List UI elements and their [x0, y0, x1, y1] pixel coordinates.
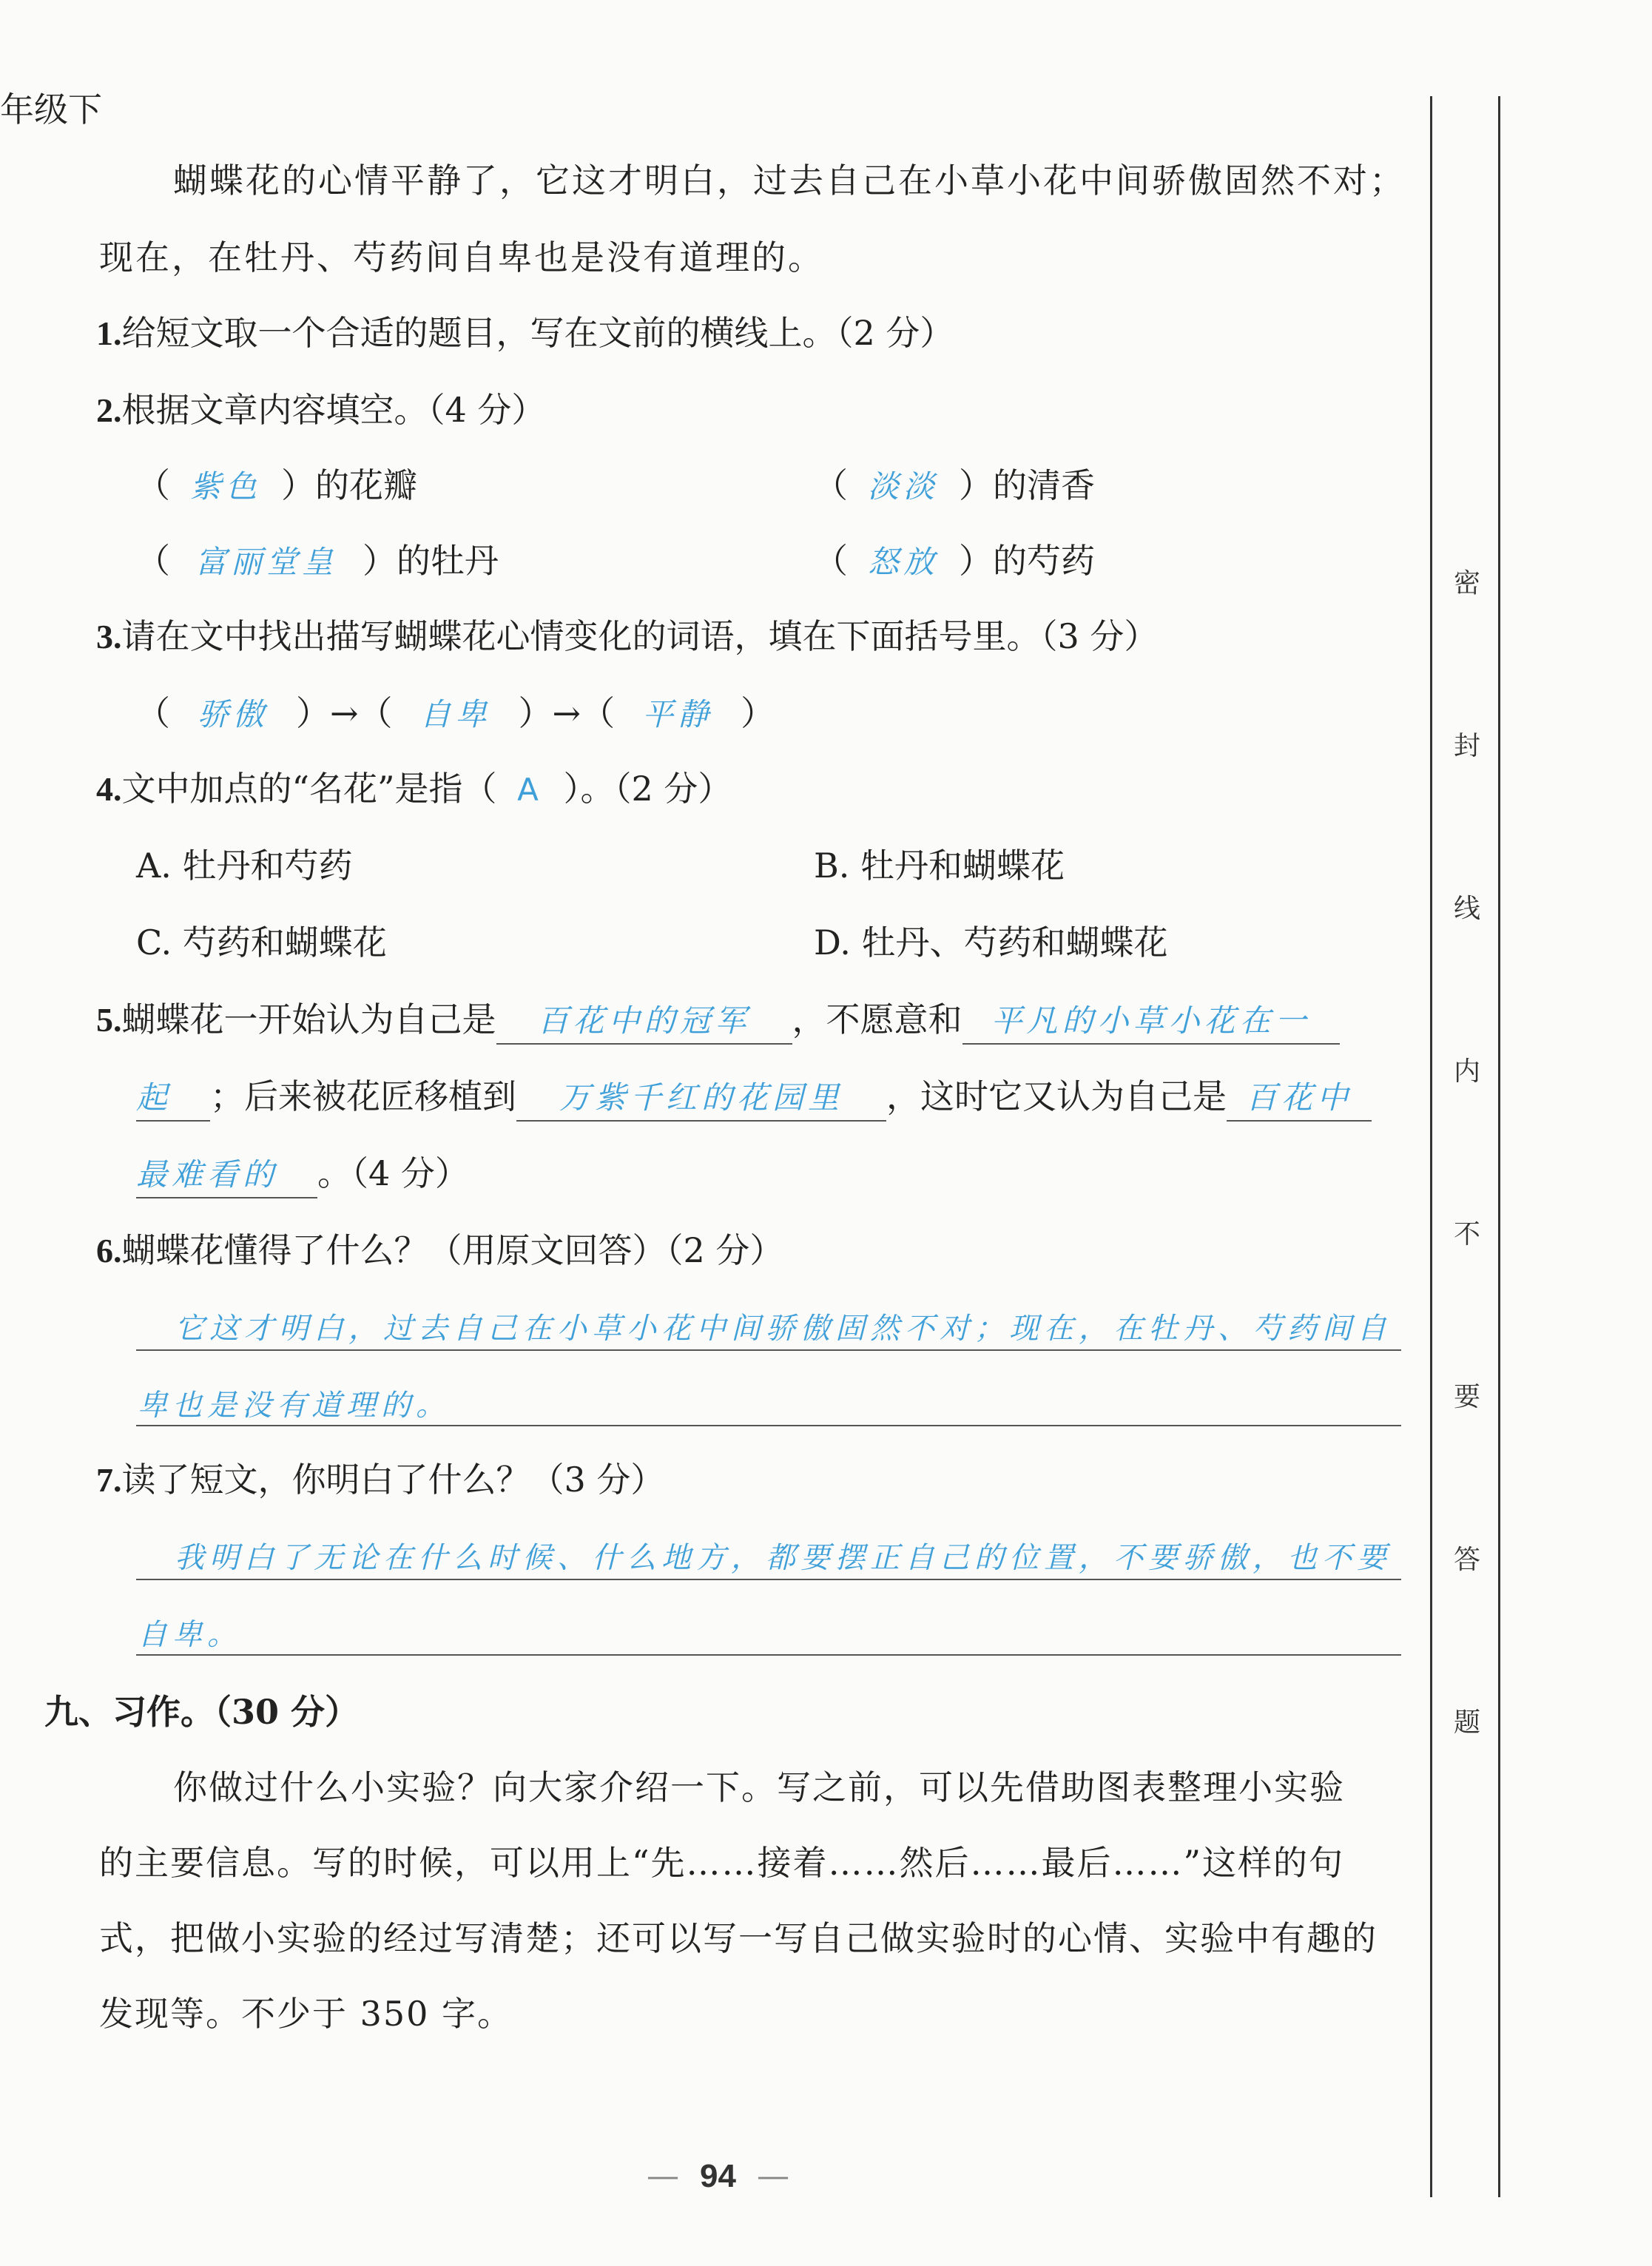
seal-char-3: 线: [1453, 894, 1480, 924]
seal-char-2: 封: [1453, 731, 1480, 761]
answer-rule: [136, 1425, 1401, 1426]
question-number: 6.: [96, 1232, 122, 1269]
question-text: 根据文章内容填空。（4 分）: [121, 390, 546, 430]
answer-text: A: [517, 772, 543, 808]
dash-decoration: —: [647, 2157, 679, 2195]
question-2: [96, 388, 545, 433]
dash-decoration: —: [756, 2157, 789, 2195]
section-9-title: 九、习作。（30 分）: [44, 1692, 360, 1732]
margin-rule-right: [1498, 96, 1500, 2197]
question-6: [96, 1228, 783, 1273]
section-9-paragraph-line-1: 你做过什么小实验？向大家介绍一下。写之前，可以先借助图表整理小实验: [173, 1767, 1345, 1807]
answer-rule: [136, 1349, 1401, 1351]
q3-answer-chain: （ 骄傲 ）→（ 自卑 ）→（ 平静 ）: [136, 691, 775, 737]
option-c: C. 芍药和蝴蝶花: [136, 923, 387, 962]
q2-blank-1: （ 紫色 ）的花瓣: [136, 463, 417, 509]
question-7: [96, 1457, 664, 1503]
answer-blank: 平凡的小草小花在一: [962, 999, 1340, 1045]
question-text: 读了短文，你明白了什么？（3 分）: [121, 1460, 665, 1500]
answer-rule: [136, 1654, 1401, 1656]
q6-answer-line-2: 卑也是没有道理的。: [138, 1389, 451, 1423]
seal-char-6: 要: [1453, 1382, 1480, 1412]
answer-text: 富丽堂皇: [195, 544, 337, 580]
q2-blank-2: （ 淡淡 ）的清香: [814, 463, 1095, 509]
question-text: 请在文中找出描写蝴蝶花心情变化的词语，填在下面括号里。（3 分）: [121, 616, 1159, 656]
margin-rule-left: [1430, 96, 1432, 2197]
question-number: 4.: [96, 770, 122, 808]
grade-label: 年级下: [0, 90, 102, 129]
question-5-line-1: 5.蝴蝶花一开始认为自己是 百花中的冠军 ，不愿意和 平凡的小草小花在一: [96, 997, 1340, 1045]
question-text: 给短文取一个合适的题目，写在文前的横线上。（2 分）: [121, 313, 954, 353]
section-9-paragraph-line-3: 式，把做小实验的经过写清楚；还可以写一写自己做实验时的心情、实验中有趣的: [99, 1918, 1378, 1958]
answer-text: 淡淡: [867, 468, 939, 505]
q7-answer-line-2: 自卑。: [138, 1618, 242, 1652]
seal-char-5: 不: [1453, 1219, 1480, 1250]
section-9-paragraph-line-4: 发现等。不少于 350 字。: [99, 1994, 513, 2034]
question-4: 4.文中加点的“名花”是指（ A ）。（2 分）: [96, 766, 732, 812]
question-text: 蝴蝶花懂得了什么？（用原文回答）（2 分）: [121, 1230, 784, 1270]
option-d: D. 牡丹、芍药和蝴蝶花: [814, 923, 1168, 962]
seal-char-1: 密: [1453, 568, 1480, 598]
passage-line-2: 现在，在牡丹、芍药间自卑也是没有道理的。: [99, 237, 824, 277]
page-number: — 94 —: [647, 2157, 789, 2195]
answer-text: 紫色: [189, 468, 261, 505]
answer-text: 怒放: [867, 544, 939, 580]
question-5-line-3: 最难看的 。（4 分）: [136, 1151, 469, 1198]
answer-text: 骄傲: [197, 696, 269, 732]
passage-line-1: 蝴蝶花的心情平静了，它这才明白，过去自己在小草小花中间骄傲固然不对；: [173, 161, 1406, 200]
answer-blank: 百花中的冠军: [496, 999, 792, 1045]
q2-blank-3: （ 富丽堂皇 ）的牡丹: [136, 539, 499, 584]
answer-blank: 百花中: [1227, 1076, 1372, 1122]
option-b: B. 牡丹和蝴蝶花: [814, 846, 1065, 886]
answer-blank: 起: [136, 1076, 210, 1122]
seal-char-7: 答: [1453, 1545, 1480, 1575]
question-5-line-2: 起 ；后来被花匠移植到 万紫千红的花园里 ，这时它又认为自己是 百花中: [136, 1074, 1372, 1122]
question-3: [96, 614, 1158, 659]
seal-char-8: 题: [1453, 1707, 1480, 1738]
question-number: 7.: [96, 1461, 122, 1499]
answer-blank: 万紫千红的花园里: [516, 1076, 886, 1122]
answer-text: 平静: [642, 696, 714, 732]
q6-answer-line-1: 它这才明白，过去自己在小草小花中间骄傲固然不对；现在，在牡丹、芍药间自: [175, 1312, 1392, 1346]
seal-char-4: 内: [1453, 1056, 1480, 1087]
question-number: 5.: [96, 1001, 122, 1039]
question-1: [96, 311, 954, 356]
question-number: 1.: [96, 314, 122, 352]
q2-blank-4: （ 怒放 ）的芍药: [814, 539, 1095, 584]
question-number: 3.: [96, 618, 122, 655]
answer-rule: [136, 1579, 1401, 1580]
answer-text: 自卑: [419, 696, 491, 732]
option-a: A. 牡丹和芍药: [136, 846, 353, 886]
question-number: 2.: [96, 391, 122, 429]
answer-blank: 最难看的: [136, 1153, 317, 1198]
section-9-paragraph-line-2: 的主要信息。写的时候，可以用上“先……接着……然后……最后……”这样的句: [99, 1843, 1345, 1883]
q7-answer-line-1: 我明白了无论在什么时候、什么地方，都要摆正自己的位置，不要骄傲，也不要: [175, 1541, 1392, 1575]
